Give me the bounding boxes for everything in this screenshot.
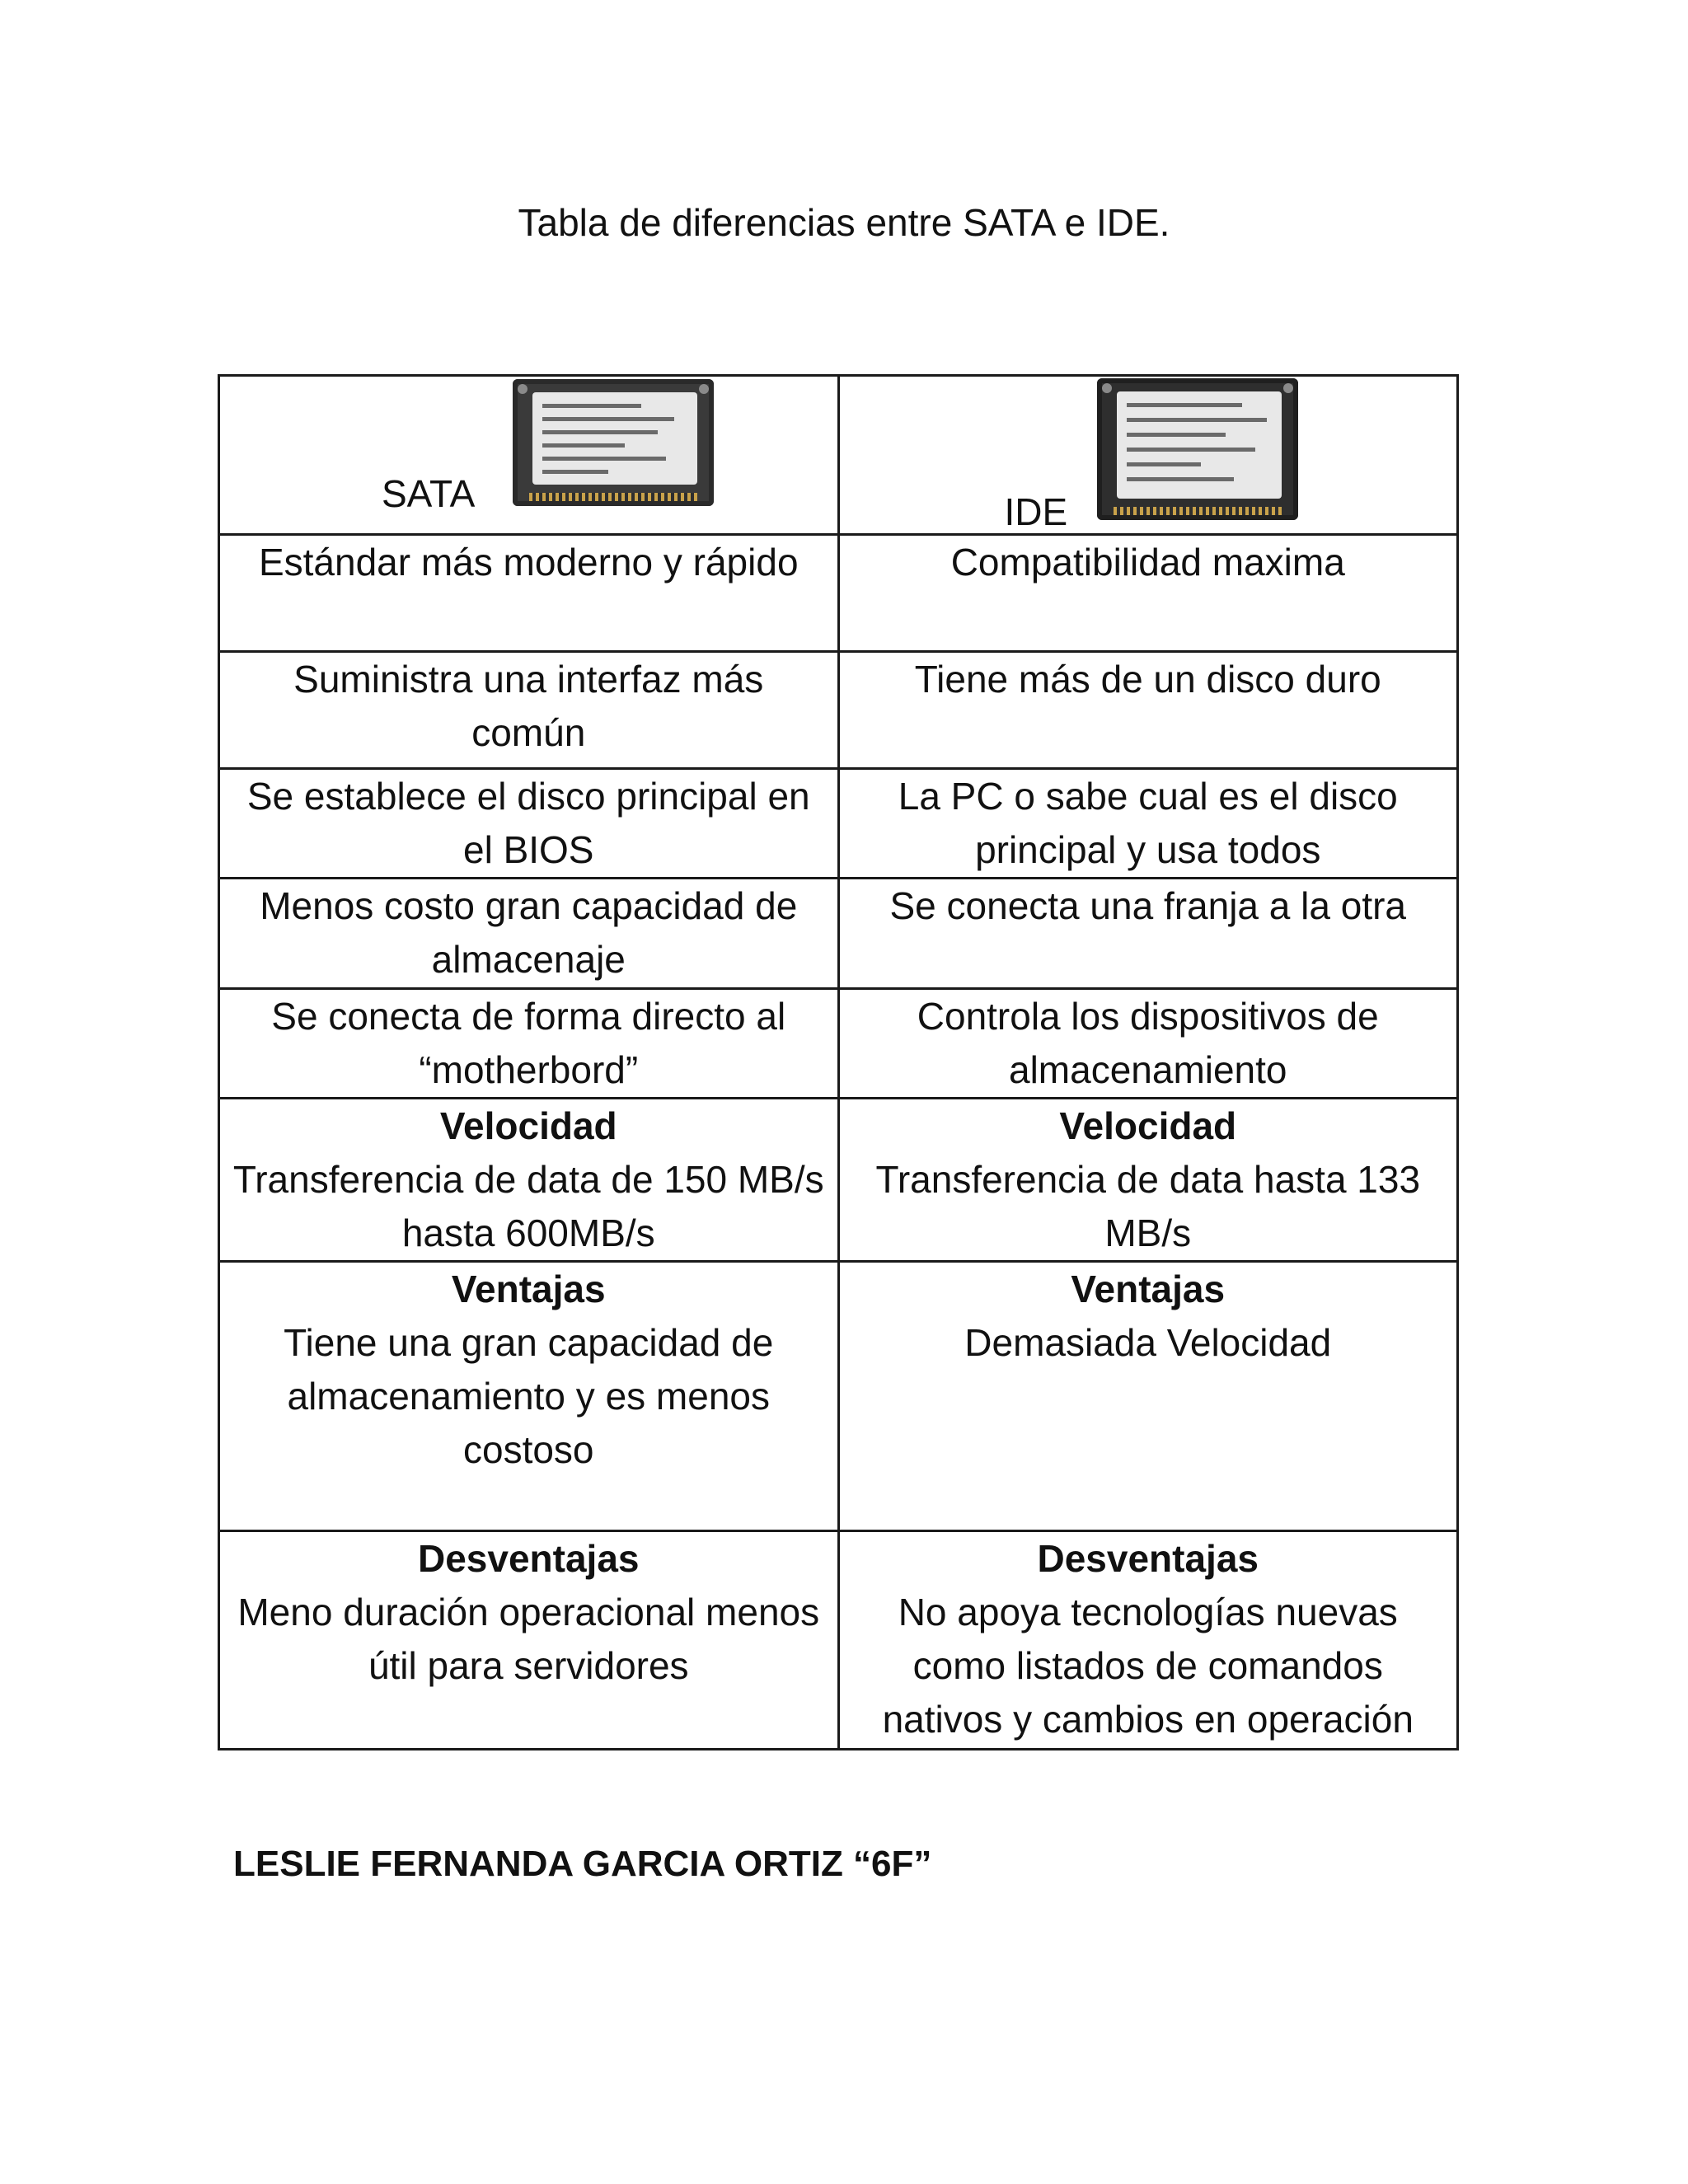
header-cell-ide bbox=[838, 376, 1458, 535]
document-title: Tabla de diferencias entre SATA e IDE. bbox=[518, 201, 1170, 244]
section-heading: Ventajas bbox=[451, 1268, 606, 1310]
cell-text: Menos costo gran capacidad de almacenaje bbox=[260, 884, 798, 981]
header-label-sata: SATA bbox=[382, 472, 476, 515]
table-row bbox=[219, 989, 1458, 1099]
section-heading: Ventajas bbox=[1071, 1268, 1226, 1310]
cell-text: Se conecta de forma directo al “motherbord” bbox=[271, 995, 786, 1091]
cell-text: Suministra una interfaz más común bbox=[293, 658, 764, 754]
cell-text: La PC o sabe cual es el disco principal y usa todos bbox=[898, 775, 1398, 871]
section-heading: Velocidad bbox=[439, 1104, 617, 1147]
header-label-ide: IDE bbox=[1004, 490, 1068, 533]
table-row-desventajas bbox=[219, 1531, 1458, 1750]
table-row-velocidad bbox=[219, 1099, 1458, 1262]
ide-drive-image bbox=[1097, 378, 1298, 520]
cell-text: Transferencia de data de 150 MB/s hasta 600MB/s bbox=[232, 1158, 824, 1254]
cell-ide bbox=[838, 1262, 1458, 1531]
cell-text: Demasiada Velocidad bbox=[964, 1321, 1332, 1364]
cell-sata bbox=[219, 769, 839, 879]
cell-sata bbox=[219, 879, 839, 989]
section-heading: Velocidad bbox=[1059, 1104, 1237, 1147]
cell-ide bbox=[838, 652, 1458, 769]
cell-text: Se conecta una franja a la otra bbox=[889, 884, 1407, 927]
cell-sata bbox=[219, 1262, 839, 1531]
table-header-row bbox=[219, 376, 1458, 535]
cell-text: Controla los dispositivos de almacenamiento bbox=[917, 995, 1379, 1091]
section-heading: Desventajas bbox=[418, 1537, 640, 1580]
cell-text: No apoya tecnologías nuevas como listados de comandos nativos y cambios en operación bbox=[882, 1591, 1414, 1741]
table-row bbox=[219, 769, 1458, 879]
table-row bbox=[219, 652, 1458, 769]
cell-text: Compatibilidad maxima bbox=[950, 541, 1345, 583]
cell-ide bbox=[838, 1531, 1458, 1750]
cell-sata bbox=[219, 535, 839, 652]
sata-drive-image bbox=[513, 379, 714, 506]
cell-sata bbox=[219, 652, 839, 769]
comparison-table bbox=[218, 374, 1459, 1750]
cell-sata bbox=[219, 1099, 839, 1262]
cell-text: Tiene más de un disco duro bbox=[914, 658, 1381, 701]
cell-text: Tiene una gran capacidad de almacenamiento y es menos costoso bbox=[284, 1321, 774, 1471]
table-row bbox=[219, 535, 1458, 652]
cell-text: Estándar más moderno y rápido bbox=[258, 541, 799, 583]
cell-ide bbox=[838, 989, 1458, 1099]
cell-text: Se establece el disco principal en el BIOS bbox=[246, 775, 810, 871]
cell-ide bbox=[838, 1099, 1458, 1262]
cell-ide bbox=[838, 769, 1458, 879]
cell-ide bbox=[838, 535, 1458, 652]
table-row bbox=[219, 879, 1458, 989]
cell-ide bbox=[838, 879, 1458, 989]
section-heading: Desventajas bbox=[1037, 1537, 1259, 1580]
table-row-ventajas bbox=[219, 1262, 1458, 1531]
header-cell-sata bbox=[219, 376, 839, 535]
cell-sata bbox=[219, 989, 839, 1099]
cell-sata bbox=[219, 1531, 839, 1750]
author-name: LESLIE FERNANDA GARCIA ORTIZ “6F” bbox=[233, 1844, 932, 1884]
cell-text: Transferencia de data hasta 133 MB/s bbox=[875, 1158, 1421, 1254]
cell-text: Meno duración operacional menos útil para servidores bbox=[237, 1591, 820, 1687]
